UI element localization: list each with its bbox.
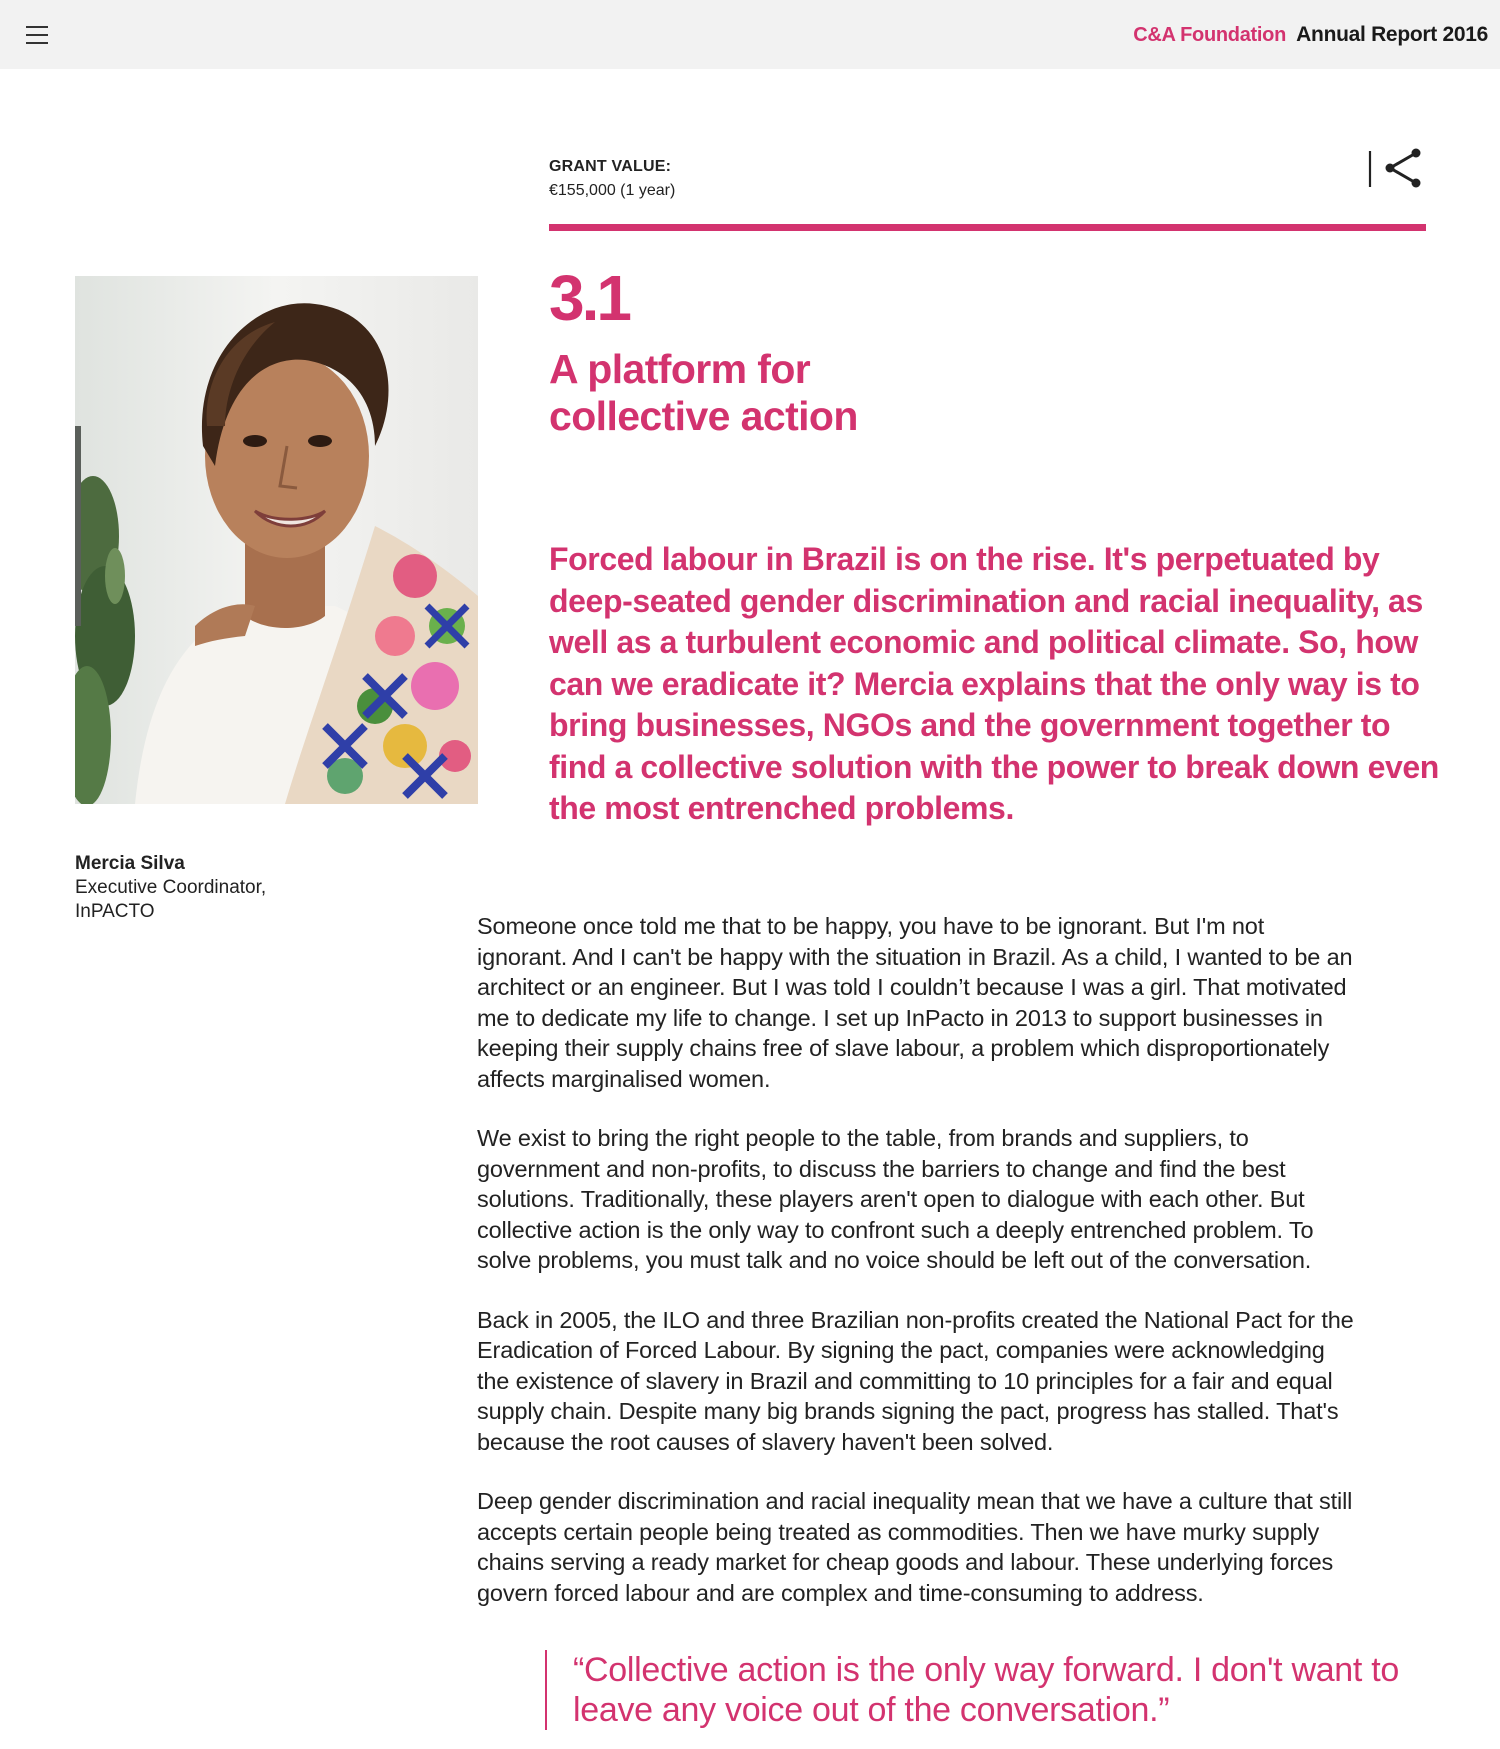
top-bar (0, 0, 1500, 69)
person-role: Executive Coordinator, (75, 877, 267, 898)
photo-caption (75, 852, 266, 924)
report-title: Annual Report 2016 (1296, 23, 1488, 46)
grant-info (549, 155, 675, 203)
share-icon (1368, 148, 1426, 190)
body-paragraph: We exist to bring the right people to the table, from brands and suppliers, to government and non-profits, to discuss the barriers to change and find the best solutions. Traditionally, these players aren't open to dialogue with each other. But collective action is the only way to confront such a deeply entrenched problem. To solve problems, you must talk and no voice should be left out of the conversation. (477, 1125, 1314, 1273)
grant-value: €155,000 (1 year) (549, 182, 676, 199)
section-title: A platform for collective action (549, 346, 858, 439)
grant-label: GRANT VALUE: (549, 158, 672, 175)
article-body (477, 911, 1357, 1637)
section-divider (549, 224, 1426, 231)
body-paragraph: Deep gender discrimination and racial inequality mean that we have a culture that still accepts certain people being treated as commodities. Then we have murky supply chains serving a ready market for cheap goods and labour. These underlying forces govern forced labour and are complex and time-consuming to address. (477, 1488, 1353, 1606)
pull-quote: “Collective action is the only way forward. I don't want to leave any voice out of the conversation.” (545, 1650, 1445, 1730)
share-button[interactable] (1368, 148, 1426, 190)
body-paragraph: Someone once told me that to be happy, you have to be ignorant. But I'm not ignorant. And I can't be happy with the situation in Brazil. As a child, I wanted to be an architect or an engineer. But I was told I couldn’t because I was a girl. That motivated me to dedicate my life to change. I set up InPacto in 2013 to support businesses in keeping their supply chains free of slave labour, a problem which disproportionately affects marginalised women. (477, 913, 1353, 1092)
brand-link[interactable]: C&A Foundation (1133, 24, 1286, 46)
person-org: InPACTO (75, 901, 155, 922)
body-paragraph: Back in 2005, the ILO and three Brazilian non-profits created the National Pact for the Eradication of Forced Labour. By signing the pact, companies were acknowledging the existence of slavery in Brazil and committing to 10 principles for a fair and equal supply chain. Despite many big brands signing the pact, progress has stalled. That's because the root causes of slavery haven't been solved. (477, 1306, 1354, 1455)
intro-text: Forced labour in Brazil is on the rise. It's perpetuated by deep-seated gender discrimination and racial inequality, as well as a turbulent economic and political climate. So, how can we eradicate it? Mercia explains that the only way is to bring businesses, NGOs and the government together to find a collective solution with the power to break down even the most entrenched problems. (549, 541, 1439, 826)
section-number: 3.1 (549, 262, 629, 334)
person-name: Mercia Silva (75, 853, 185, 874)
hamburger-icon[interactable] (26, 24, 50, 44)
portrait-photo (75, 276, 478, 804)
